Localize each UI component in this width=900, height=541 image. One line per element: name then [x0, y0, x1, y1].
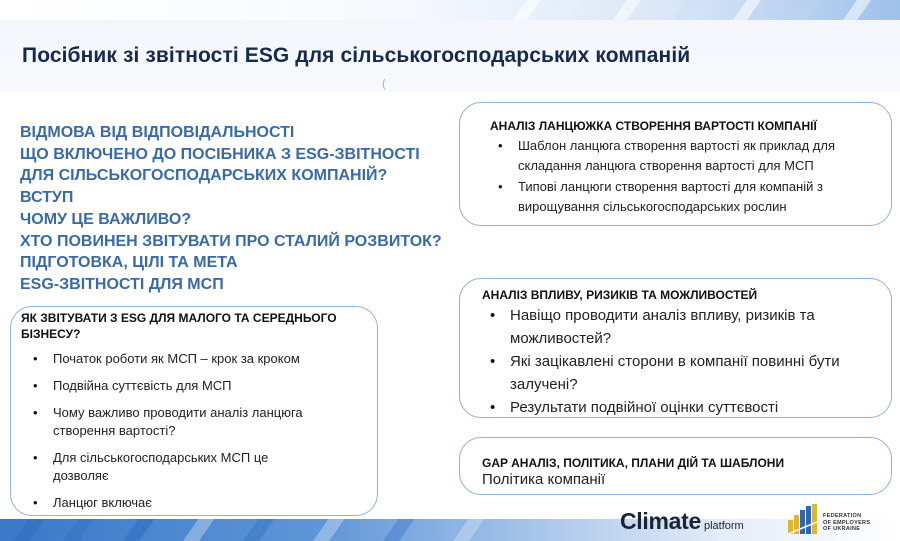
sme-box-title: ЯК ЗВІТУВАТИ З ESG ДЛЯ МАЛОГО ТА СЕРЕДНЬОГО БІЗНЕСУ? [21, 311, 337, 341]
list-item: • Результати подвійної оцінки суттєвості [482, 396, 877, 419]
list-item: • Шаблон ланцюга створення вартості як приклад для складання ланцюга створення вартості для МСП [490, 136, 873, 175]
toc-item[interactable]: ДЛЯ СІЛЬСЬКОГОСПОДАРСЬКИХ КОМПАНІЙ? [20, 167, 388, 185]
top-decor-band [0, 0, 900, 20]
toc-item[interactable]: ЧОМУ ЦЕ ВАЖЛИВО? [20, 210, 192, 228]
impact-list [482, 304, 877, 419]
list-item: • Подвійна суттєвість для МСП [21, 377, 365, 395]
sme-list [21, 350, 365, 512]
impact-risk-box[interactable] [459, 278, 892, 418]
small-mark: ( [382, 78, 386, 90]
federation-of-employers-logo [786, 500, 890, 540]
toc-item[interactable]: ХТО ПОВИНЕН ЗВІТУВАТИ ПРО СТАЛИЙ РОЗВИТОК? [20, 232, 442, 250]
bottom-decor-band [0, 519, 900, 541]
gap-analysis-box[interactable] [459, 437, 892, 495]
page-title: Посібник зі звітності ESG для сільськогосподарських компаній [22, 44, 691, 67]
toc-item[interactable]: ЩО ВКЛЮЧЕНО ДО ПОСІБНИКА З ESG-ЗВІТНОСТІ [20, 145, 420, 163]
list-item: • Які зацікавлені сторони в компанії повинні бути залучені? [482, 350, 877, 396]
list-item: • Типові ланцюги створення вартості для компаній з вирощування сільськогосподарських рослин [490, 177, 873, 216]
federation-bars-icon [788, 504, 818, 534]
list-item: • Для сільськогосподарських МСП це дозволяє [21, 449, 365, 485]
sme-reporting-box[interactable] [10, 306, 378, 516]
toc-item[interactable]: ESG-ЗВІТНОСТІ ДЛЯ МСП [20, 275, 224, 293]
value-chain-box[interactable] [459, 102, 892, 226]
list-item: • Початок роботи як МСП – крок за кроком [21, 350, 365, 368]
gap-box-title: GAP АНАЛІЗ, ПОЛІТИКА, ПЛАНИ ДІЙ ТА ШАБЛОНИ [482, 456, 785, 470]
list-item: • Ланцюг включає [21, 494, 365, 512]
impact-box-title: АНАЛІЗ ВПЛИВУ, РИЗИКІВ ТА МОЖЛИВОСТЕЙ [482, 288, 758, 302]
table-of-contents [20, 122, 442, 296]
toc-item[interactable]: ПІДГОТОВКА, ЦІЛІ ТА МЕТА [20, 254, 238, 272]
federation-text: FEDERATION OF EMPLOYERS OF UKRAINE [823, 513, 871, 532]
value-chain-list [490, 136, 873, 216]
gap-box-text: Політика компанії [482, 471, 606, 488]
list-item: • Чому важливо проводити аналіз ланцюга створення вартості? [21, 404, 365, 440]
list-item: • Навіщо проводити аналіз впливу, ризиків та можливостей? [482, 304, 877, 350]
toc-item[interactable]: ВІДМОВА ВІД ВІДПОВІДАЛЬНОСТІ [20, 124, 295, 141]
toc-item[interactable]: ВСТУП [20, 189, 74, 207]
climate-platform-logo: Climate platform [620, 508, 744, 534]
value-chain-box-title: АНАЛІЗ ЛАНЦЮЖКА СТВОРЕННЯ ВАРТОСТІ КОМПАНІЇ [490, 119, 817, 133]
